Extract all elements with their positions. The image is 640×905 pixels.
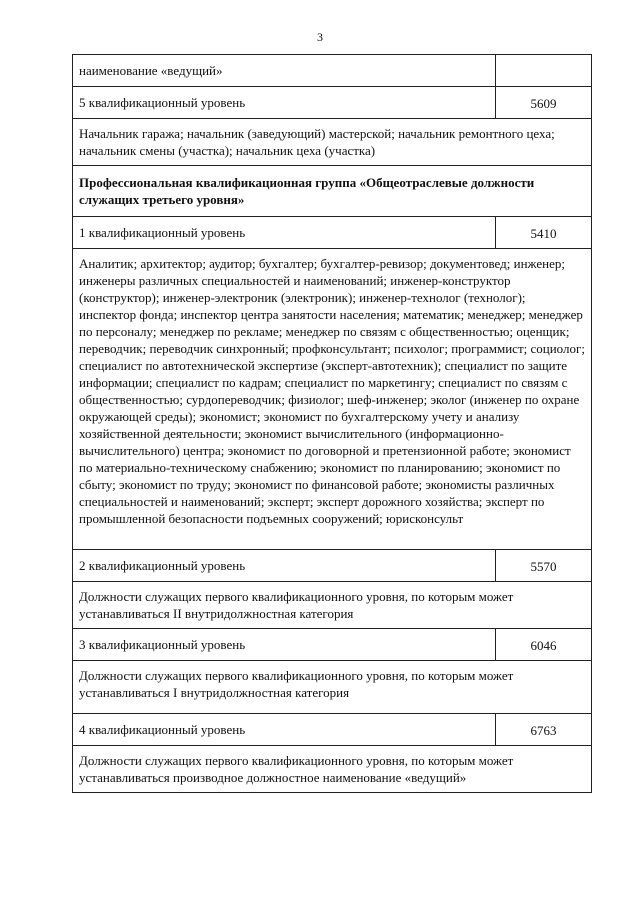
table-row <box>72 582 592 629</box>
level-label: наименование «ведущий» <box>79 63 223 78</box>
level-code: 5570 <box>495 550 591 581</box>
positions-description: Начальник гаража; начальник (заведующий) мастерской; начальник ремонтного цеха; начальник смены (участка); начальник цеха (участка) <box>79 126 555 158</box>
positions-description: Должности служащих первого квалификационного уровня, по которым может устанавливаться I внутридолжностная категория <box>79 668 514 700</box>
page-number: 3 <box>317 30 323 44</box>
table-row <box>72 119 592 166</box>
table-row <box>72 714 592 746</box>
level-code <box>495 55 591 86</box>
level-code: 6763 <box>495 714 591 745</box>
group-heading: Профессиональная квалификационная группа «Общеотраслевые должности служащих третьего уровня» <box>79 175 535 207</box>
table-row <box>72 54 592 87</box>
table-row <box>72 217 592 249</box>
level-label: 2 квалификационный уровень <box>79 558 246 573</box>
table-row <box>72 166 592 217</box>
level-label: 1 квалификационный уровень <box>79 225 246 240</box>
level-label: 5 квалификационный уровень <box>79 95 246 110</box>
table-row <box>72 629 592 661</box>
table-row <box>72 249 592 550</box>
table-row <box>72 87 592 119</box>
level-label: 3 квалификационный уровень <box>79 637 246 652</box>
level-code: 6046 <box>495 629 591 660</box>
qualification-table <box>72 54 592 793</box>
level-code: 5609 <box>495 87 591 118</box>
table-row <box>72 661 592 714</box>
level-label: 4 квалификационный уровень <box>79 722 246 737</box>
table-row <box>72 746 592 793</box>
positions-description: Должности служащих первого квалификационного уровня, по которым может устанавливаться II внутридолжностная категория <box>79 589 514 621</box>
positions-description: Аналитик; архитектор; аудитор; бухгалтер; бухгалтер-ревизор; документовед; инженер; инженеры различных специальностей и наименований; инженер-конструктор (конструктор); инженер-электроник (электроник); инженер-технолог (технолог); инспектор фонда; инспектор центра занятости населения; математик; менеджер; менеджер по персоналу; менеджер по рекламе; менеджер по связям с общественностью; оценщик; переводчик; переводчик синхронный; профконсультант; психолог; программист; социолог; специалист по автотехнической экспертизе (эксперт-автотехник); специалист по защите информации; специалист по кадрам; специалист по маркетингу; специалист по связям с общественностью; сурдопереводчик; физиолог; шеф-инженер; эколог (инженер по охране окружающей среды); экономист; экономист по бухгалтерскому учету и анализу хозяйственной деятельности; экономист вычислительного (информационно-вычислительного) центра; экономист по договорной и претензионной работе; экономист по материально-техническому снабжению; экономист по планированию; экономист по сбыту; экономист по труду; экономист по финансовой работе; экономисты различных специальностей и наименований; эксперт; эксперт дорожного хозяйства; эксперт по промышленной безопасности подъемных сооружений; юрисконсульт <box>79 256 585 526</box>
positions-description: Должности служащих первого квалификационного уровня, по которым может устанавливаться производное должностное наименование «ведущий» <box>79 753 514 785</box>
table-row <box>72 550 592 582</box>
level-code: 5410 <box>495 217 591 248</box>
